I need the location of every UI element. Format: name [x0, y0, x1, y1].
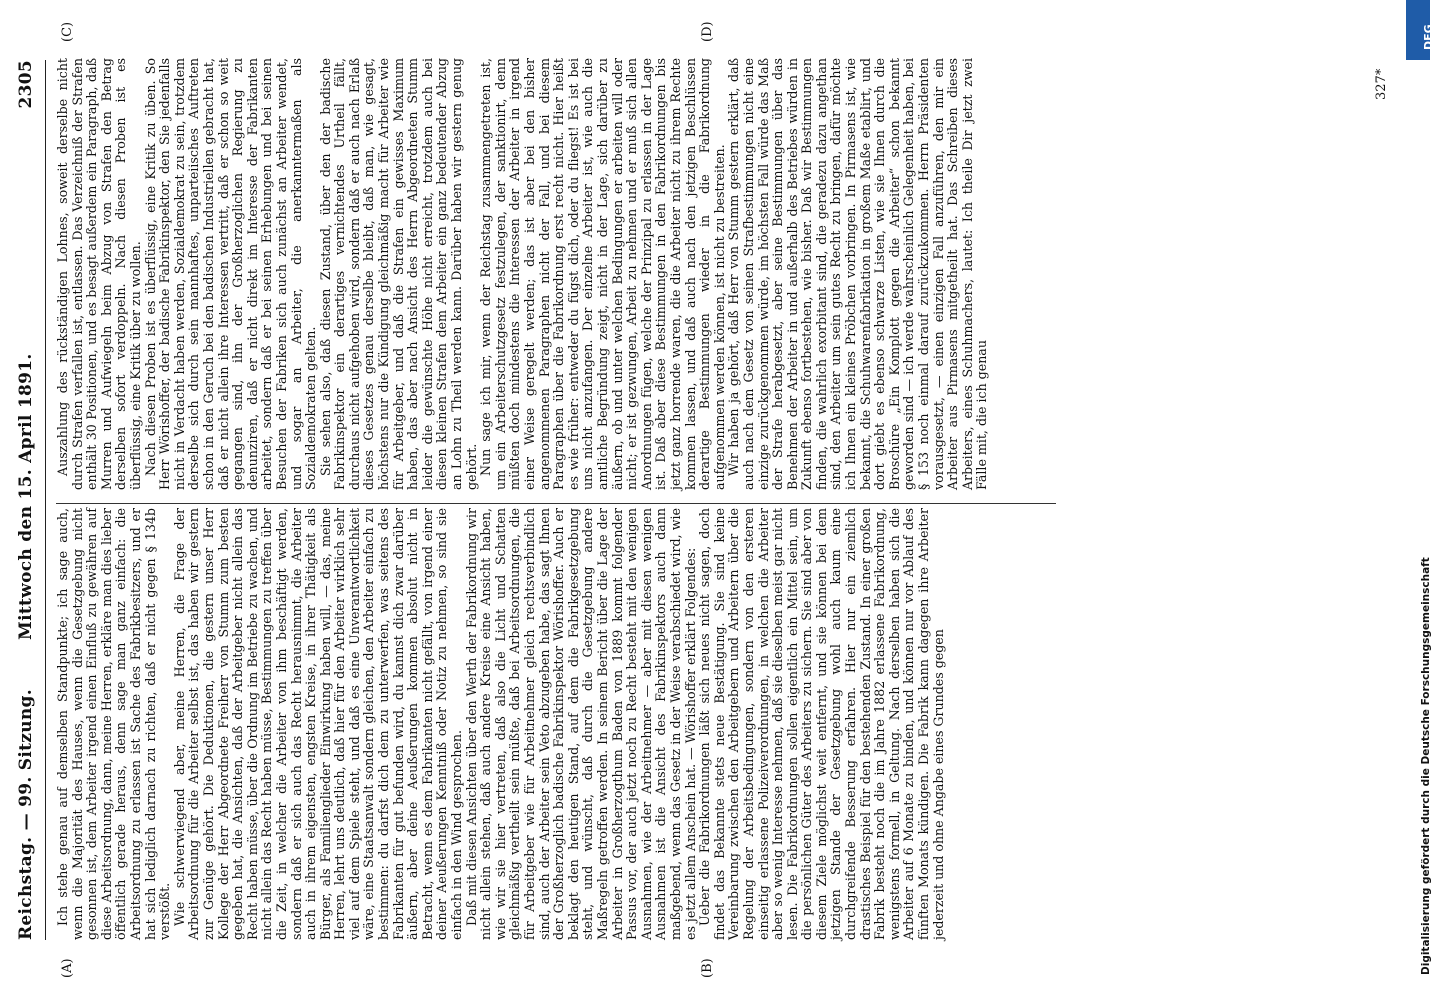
running-header: [8, 60, 42, 940]
margin-mark-d: (D): [700, 21, 715, 42]
left-column: [56, 508, 1374, 940]
paragraph: Auszahlung des rückständigen Lohnes, soweit derselbe nicht durch Strafen verfallen ist, entlassen. Das Verzeichniß der Strafen enthält 30 Positionen, und es besagt außerdem ein Paragraph, daß Murren und Aufwiegeln beim Abzug von Strafen den Betrag derselben sofort verdoppeln. Nach diesen Proben ist es überflüssig, eine Kritik über zu wollen.: [55, 58, 143, 490]
page-number: 2305: [16, 60, 36, 109]
paragraph: Daß mit diesen Ansichten über den Werth der Fabrikordnung wir nicht allein stehen, daß auch andere Kreise eine Ansicht haben, wie wir sie hier vertreten, daß also die Licht und Schatten gleichmäßig vertheilt sein müßte, daß bei Arbeitsordnungen, die für Arbeitgeber wie für Arbeitnehmer gleich rechtsverbindlich sind, auch der Arbeiter sein Veto abzugeben habe, das sagt Ihnen der Großherzoglich badische Fabrikinspektor Wörishoffer. Auch er beklagt den heutigen Stand, auf dem die Fabrikgesetzgebung steht, und wünscht, daß durch die Gesetzgebung andere Maßregeln getroffen werden. In seinem Bericht über die Lage der Arbeiter in Großherzogthum Baden von 1889 kommt folgender Passus vor, der auch jetzt noch zu Recht besteht mit den wenigen Ausnahmen, wie der Arbeitnehmer — aber mit diesen wenigen Ausnahmen ist die Ansicht des Fabrikinspektors auch dann maßgebend, wenn das Gesetz in der Weise verabschiedet wird, wie es jetzt allem Anschein hat. — Wörishoffer erklärt Folgendes:: [463, 508, 698, 940]
header-left: Reichstag. — 99. Sitzung.: [16, 689, 36, 940]
dfg-badge-label: DFG: [1422, 24, 1435, 50]
margin-mark-c: (C): [60, 21, 75, 42]
paragraph: Ueber die Fabrikordnungen läßt sich neues nicht sagen, doch findet das Bekannte stets neue Bestätigung. Sie sind keine Vereinbarung zwischen den Arbeitgebern und Arbeitern über die Regelung der Arbeitsbedingungen, sondern von den ersteren einseitig erlassene Polizeiverordnungen, in welchen die Arbeiter aber so wenig Interesse nehmen, daß sie dieselben meist gar nicht lesen. Die Fabrikordnungen sollen eigentlich ein Mittel sein, um die persönlichen Güter des Arbeiters zu sichern. Sie sind aber von diesem Ziele möglichst weit entfernt, und sie können bei dem jetzigen Stande der Gesetzgebung wohl auch kaum eine durchgreifende Besserung erfahren. Hier nur ein ziemlich drastisches Beispiel für den bestehenden Zustand. In einer großen Fabrik besteht noch die im Jahre 1882 erlassene Fabrikordnung, wenigstens formell, in Geltung. Nach derselben haben sich die Arbeiter auf 6 Monate zu binden, und können nur vor Ablauf des fünften Monats kündigen. Die Fabrik kann dagegen ihre Arbeiter jederzeit und ohne Angabe eines Grundes gegen: [697, 508, 946, 940]
column-divider: [56, 503, 1056, 504]
header-date: Mittwoch den 15. April 1891.: [16, 353, 36, 640]
header-rule: [45, 60, 46, 940]
paragraph: Ich stehe genau auf demselben Standpunkte; ich sage auch, wenn die Majorität des Hauses, wenn die Gesetzgebung nicht gesonnen ist, dem Arbeiter irgend einen Einfluß zu gewähren auf diese Arbeitsordnung, dann, meine Herren, erkläre man dies lieber öffentlich gerade heraus, denn sage man ganz einfach: die Arbeitsordnung zu erlassen ist Sache des Fabrikbesitzers, und er hat sich lediglich darnach zu richten, daß er nicht gegen § 134b verstößt.: [55, 508, 173, 940]
paragraph: Nun sage ich mir, wenn der Reichstag zusammengetreten ist, um ein Arbeiterschutzgesetz festzulegen, der sanktionirt, denn müßten doch mindestens die Interessen der Arbeiter in irgend einer Weise geregelt werden; das ist aber bei den bisher angenommenen Paragraphen nicht der Fall, und bei diesem Paragraphen über die Fabrikordnung erst recht nicht. Hier heißt es wie früher: entweder du fügst dich, oder du fliegst! Es ist bei uns nicht anzufangen. Der einzelne Arbeiter ist, wie auch die amtliche Begründung zeigt, nicht in der Lage, sich darüber zu äußern, ob und unter welchen Bedingungen er arbeiten will oder nicht; er ist gezwungen, Arbeit zu nehmen und er muß sich allen Anordnungen fügen, welche der Prinzipal zu erlassen in der Lage ist. Daß aber diese Bestimmungen in den Fabrikordnungen bis jetzt ganz horrende waren, die die Arbeiter nicht zu ihrem Rechte kommen lassen, und daß auch nach den jetzigen Beschlüssen derartige Bestimmungen wieder in die Fabrikordnung aufgenommen werden können, ist nicht zu bestreiten.: [478, 58, 727, 490]
paragraph: Wie schwerwiegend aber, meine Herren, die Frage der Arbeitsordnung für die Arbeiter selbst ist, das haben wir gestern zur Genüge gehört. Die Deduktionen, die gestern unser Herr Kollege der Herr Abgeordnete Freiherr von Stumm zum besten gegeben hat, die Ansichten, daß der Arbeitgeber nicht allein das Recht haben müsse, über die Ordnung im Betriebe zu wachen, und nicht allein das Recht haben müsse, Bestimmungen zu treffen über die Zeit, in welcher die Arbeiter von ihm beschäftigt werden, sondern daß er sich auch das Recht herausnimmt, die Arbeiter auch in ihrem eigensten, engsten Kreise, in ihrer Thätigkeit als Bürger, als Familienglieder Einwirkung haben will, — das, meine Herren, lehrt uns deutlich, daß hier für den Arbeiter wirklich sehr viel auf dem Spiele steht, und daß es eine Unverantwortlichkeit wäre, eine Staatsanwalt sondern gleichen, den Arbeiter einfach zu bestimmen: du darfst dich dem zu unterwerfen, was seitens des Fabrikanten für gut befunden wird, du kannst dich zwar darüber äußern, aber deine Aeußerungen kommen absolut nicht in Betracht, wenn es dem Fabrikanten nicht gefällt, von irgend einer deiner Aeußerungen Kenntniß oder Notiz zu nehmen, so sind sie einfach in den Wind gesprochen.: [171, 508, 465, 940]
digitization-credit: [1406, 557, 1432, 980]
credit-text: Digitalisierung gefördert durch die Deutsche Forschungsgemeinschaft: [1420, 557, 1432, 975]
signature-mark: 327*: [1374, 68, 1389, 100]
paragraph: Nach diesen Proben ist es überflüssig, eine Kritik zu üben. So Herr Wörishoffer, der badische Fabrikinspektor, den Sie jedenfalls nicht in Verdacht haben werden, Sozialdemokrat zu sein, trotzdem derselbe sich durch sein mannhaftes, unparteiisches Auftreten schon in den Geruch bei den badischen Industriellen gebracht hat, daß er nicht allein ihre Interessen vertritt, daß er schon so weit gegangen sind, ihn der Großherzoglichen Regierung zu denunziren, daß er nicht direkt im Interesse der Fabrikanten arbeitet, sondern daß er bei seinen Erhebungen und bei seinen Besuchen der Fabriken sich auch zunächst an Arbeiter wendet, und sogar an Arbeiter, die anerkanntermaßen als Sozialdemokraten gelten.: [142, 58, 319, 490]
margin-mark-b: (B): [700, 958, 715, 978]
margin-mark-a: (A): [60, 958, 75, 978]
right-column: [56, 58, 1374, 490]
paragraph: Sie sehen also, daß diesen Zustand, über den der badische Fabrikinspektor ein derartiges vernichtendes Urtheil fällt, durchaus nicht aufgehoben wird, sondern daß er auch nach Erlaß dieses Gesetzes genau derselbe bleibt, daß man, wie gesagt, höchstens nur die Kündigung gleichmäßig macht für Arbeiter wie für Arbeitgeber, und daß die Strafen ein gewisses Maximum haben, das aber nach Ansicht des Herrn Abgeordneten Stumm leider die gewünschte Höhe nicht erreicht, trotzdem auch bei diesen kleinen Strafen dem Arbeiter ein ganz bedeutender Abzug an Lohn zu Theil werden kann. Darüber haben wir gestern genug gehört.: [317, 58, 479, 490]
dfg-badge: [1406, 0, 1435, 60]
paragraph: Wir haben ja gehört, daß Herr von Stumm gestern erklärt, daß auch nach dem Gesetz von seinen Strafbestimmungen nicht eine einzige zurückgenommen würde, im höchsten Fall würde das Maß der Strafe herabgesetzt, aber seine Bestimmungen über das Benehmen der Arbeiter in und außerhalb des Betriebes würden in Zukunft ebenso fortbestehen, wie bisher. Daß wir Bestimmungen finden, die wahrlich exorbitant sind, die geradezu dazu angethan sind, den Arbeiter um sein gutes Recht zu bringen, dafür möchte ich Ihnen ein kleines Pröbchen vorbringen. In Pirmasens ist, wie bekannt, die Schuhwarenfabrikation in großem Maße etablirt, und dort giebt es ebenso schwarze Listen, wie sie Ihnen durch die Broschüre „Ein Komplott gegen die Arbeiter“ schon bekannt geworden sind — ich werde wahrscheinlich Gelegenheit haben, bei § 153 noch einmal darauf zurückzukommen. Herrn Präsidenten vorausgesetzt, — einen einzigen Fall anzuführen, den mir ein Arbeiter aus Pirmasens mitgetheilt hat. Das Schreiben dieses Arbeiters, eines Schuhmachers, lautet: Ich theile Dir jetzt zwei Fälle mit, die ich genau: [726, 58, 990, 490]
